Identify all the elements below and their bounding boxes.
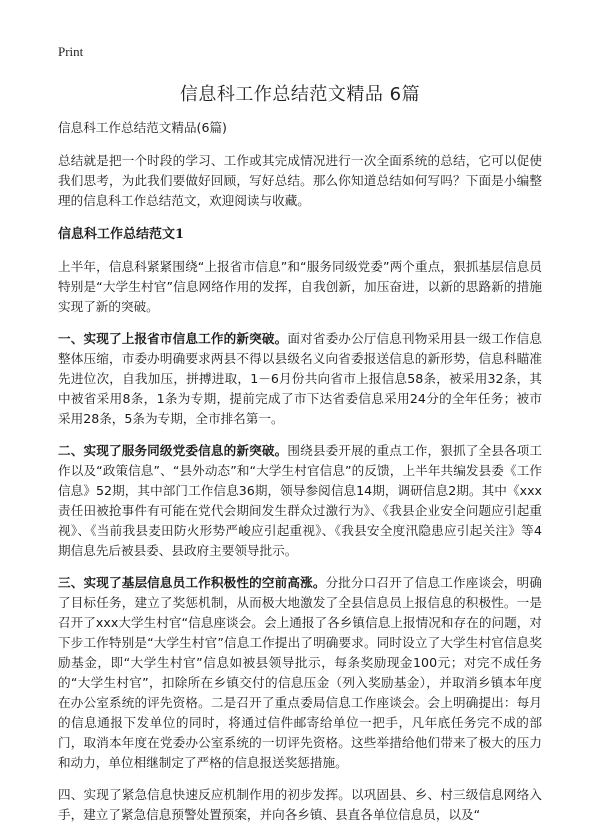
paragraph-lead: 二、实现了服务同级党委信息的新突破。	[58, 443, 288, 458]
paragraph-1	[58, 257, 542, 317]
paragraph-5	[58, 785, 542, 825]
paragraph-text: 围绕县委开展的重点工作，狠抓了全县各项工作以及“政策信息”、“县外动态”和“大学生村官信息”的反馈，上半年共编发县委《工作信息》52期，其中部门工作信息36期，领导参阅信息14期，调研信息2期。其中《xxx责任田被抢事件有可能在党代会期间发生群众过激行为》、《我县企业安全问题应引起重视》、《当前我县麦田防火形势严峻应引起重视》、《我县安全度汛隐患应引起关注》等4期信息先后被县委、县政府主要领导批示。	[58, 443, 543, 558]
paragraph-text: 上半年，信息科紧紧围绕“上报省市信息”和“服务同级党委”两个重点，狠抓基层信息员特别是“大学生村官”信息网络作用的发挥，自我创新，加压奋进，以新的思路新的措施实现了新的突破。	[58, 259, 542, 314]
paragraph-text: 面对省委办公厅信息刊物采用县一级工作信息整体压缩，市委办明确要求两县不得以县级名义向省委报送信息的新形势，信息科瞄准先进位次，自我加压，拼搏进取，1－6月份共向省市上报信息58条，被采用32条，其中被省采用8条，1条为专期，提前完成了市下达省委信息采用24分的全年任务；被市采用28条，5条为专期，全市排名第一。	[58, 331, 543, 426]
paragraph-2	[58, 329, 542, 429]
paragraph-4	[58, 573, 542, 773]
print-link[interactable]: Print	[58, 44, 84, 59]
paragraph-text: 四、实现了紧急信息快速反应机制作用的初步发挥。以巩固县、乡、村三级信息网络入手，建立了紧急信息预警处置预案，并向各乡镇、县直各单位信息员，以及“	[58, 787, 542, 822]
page-title: 信息科工作总结范文精品 6篇	[179, 84, 421, 105]
document-subtitle: 信息科工作总结范文精品(6篇)	[58, 120, 227, 135]
document-body	[58, 118, 542, 825]
paragraph-text: 分批分口召开了信息工作座谈会，明确了目标任务，建立了奖惩机制，从而极大地激发了全县信息员上报信息的积极性。一是召开了xxx大学生村官“信息座谈会。会上通报了各乡镇信息上报情况和存在的问题，对下步工作特别是“大学生村官”信息工作提出了明确要求。同时设立了大学生村官信息奖励基金，即“大学生村官”信息如被县领导批示，每条奖励现金100元；对完不成任务的“大学生村官”，扣除所在乡镇交付的信息压金（列入奖励基金），并取消乡镇本年度在办公室系统的评先资格。二是召开了重点委局信息工作座谈会。会上明确提出：每月的信息通报下发单位的同时，将通过信件邮寄给单位一把手，凡年底任务完不成的部门，取消本年度在党委办公室系统的一切评先资格。这些举措给他们带来了极大的压力和动力，单位相继制定了严格的信息报送奖惩措施。	[58, 575, 543, 770]
paragraph-lead: 三、实现了基层信息员工作积极性的空前高涨。	[58, 575, 326, 590]
paragraph-lead: 一、实现了上报省市信息工作的新突破。	[58, 331, 288, 346]
paragraph-3	[58, 441, 542, 561]
intro-paragraph: 总结就是把一个时段的学习、工作或其完成情况进行一次全面系统的总结，它可以促使我们思考，为此我们要做好回顾，写好总结。那么你知道总结如何写吗？下面是小编整理的信息科工作总结范文，欢迎阅读与收藏。	[58, 153, 542, 208]
section-heading: 信息科工作总结范文1	[58, 227, 185, 242]
